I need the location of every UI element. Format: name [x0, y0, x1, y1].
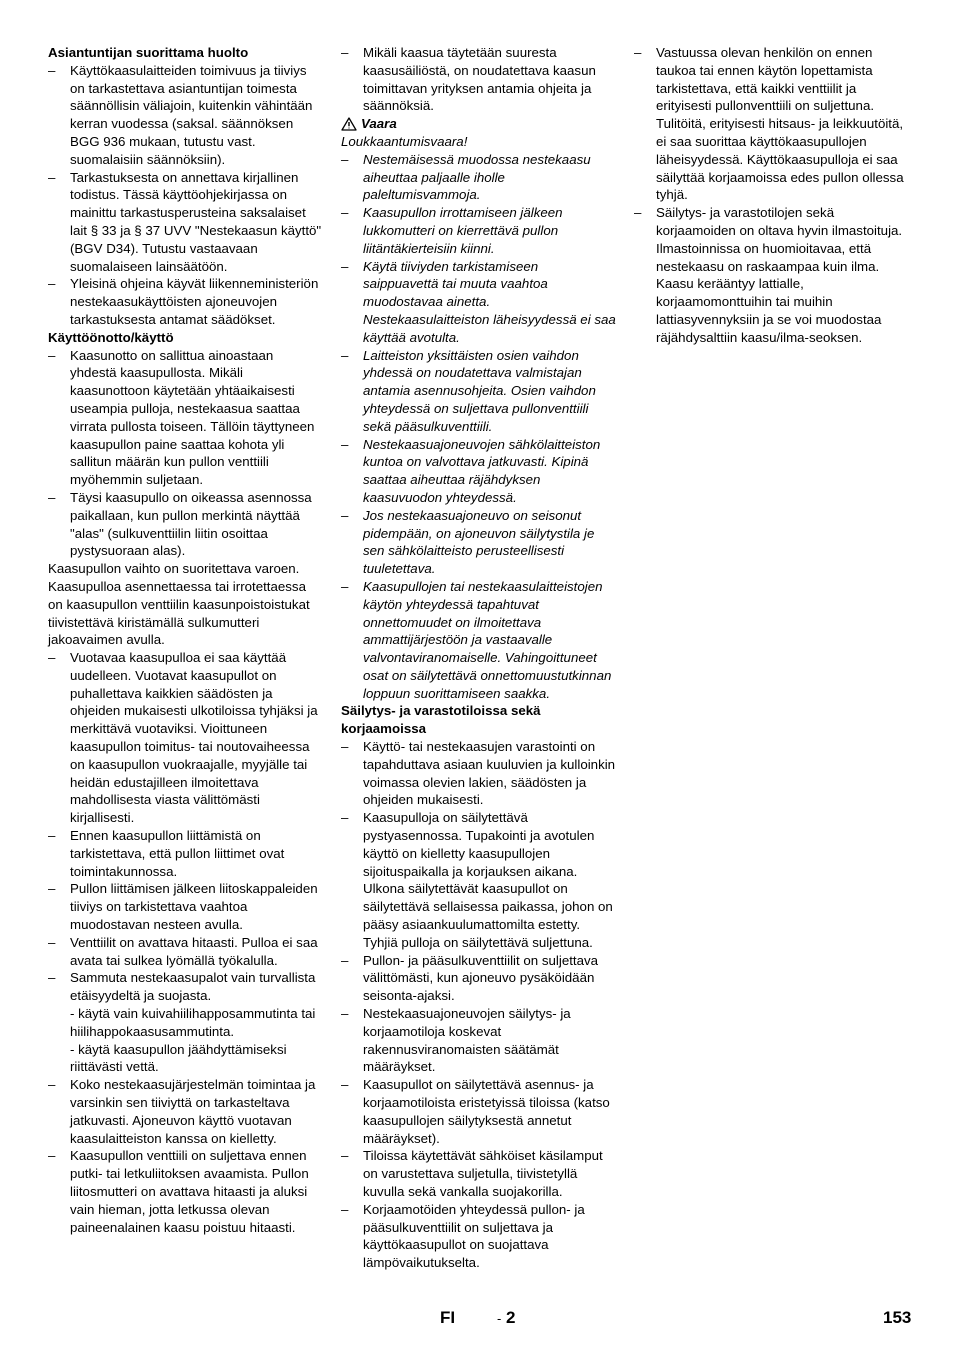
list-item: – Sammuta nestekaasupalot vain turvallista etäisyydeltä ja suojasta. - käytä vain kuivahiilihapposammutinta tai hiilihappokaasusammutinta. - käytä kaasupullon jäähdyttämiseksi riittävästi vettä.: [48, 969, 323, 1076]
warning-list-item: – Käytä tiiviyden tarkistamiseen saippuavettä tai muuta vaahtoa muodostavaa ainetta. Nestekaasulaitteiston läheisyydessä ei saa käyttää avotulta.: [341, 258, 616, 347]
warning-list-item: – Nestemäisessä muodossa nestekaasu aiheuttaa paljaalle iholle paleltumisvammoja.: [341, 151, 616, 204]
warning-list-item: – Kaasupullojen tai nestekaasulaitteistojen käytön yhteydessä tapahtuvat onnettomuudet on ilmoitettava ammattijärjestöön ja vastaavalle valvontaviranomaiselle. Vahingoittuneet osat on säilytettävä onnettomuustutkinnan loppuun suorittamiseen saakka.: [341, 578, 616, 703]
footer-separator: -: [497, 1311, 502, 1326]
list-item: – Yleisinä ohjeina käyvät liikenneministeriön nestekaasukäyttöisten ajoneuvojen tarkastuksesta antamat säädökset.: [48, 275, 323, 328]
list-item: – Tiloissa käytettävät sähköiset käsilamput on varustettava suljetulla, tiivistetyllä kuvulla sekä vankalla suojakorilla.: [341, 1147, 616, 1200]
warning-label: Vaara: [361, 116, 397, 132]
section-heading: Säilytys- ja varastotiloissa sekä korjaamoissa: [341, 703, 541, 737]
warning-list-item: – Kaasupullon irrottamiseen jälkeen lukkomutteri on kierrettävä pullon liitäntäkierteisiin kiinni.: [341, 204, 616, 257]
list-item: – Säilytys- ja varastotilojen sekä korjaamoiden on oltava hyvin ilmastoituja. Ilmastoinnissa on huomioitavaa, että nestekaasu on raskaampaa kuin ilma. Kaasu kerääntyy lattialle, korjaamomonttuihin tai muihin lattiasyvennyksiin ja se voi muodostaa räjähdysalttiin kaasu/ilma-seoksen.: [634, 204, 909, 346]
footer-section-number: 2: [506, 1308, 516, 1327]
warning-list-item: – Nestekaasuajoneuvojen sähkölaitteiston kuntoa on valvottava jatkuvasti. Kipinä saattaa aiheuttaa räjähdyksen kaasuvuodon yhteydessä.: [341, 436, 616, 507]
warning-triangle-icon: [341, 117, 357, 131]
list-item: – Korjaamotöiden yhteydessä pullon- ja pääsulkuventtiilit on suljettava ja käyttökaasupullot on suojattava lämpövaikutukselta.: [341, 1201, 616, 1272]
column-1: [48, 44, 323, 1236]
list-item: – Koko nestekaasujärjestelmän toimintaa ja varsinkin sen tiiviyttä on tarkasteltava jatkuvasti. Ajoneuvon käyttö vuotavan kaasulaitteiston kanssa on kielletty.: [48, 1076, 323, 1147]
list-item: – Venttiilit on avattava hitaasti. Pulloa ei saa avata tai sulkea lyömällä työkalulla.: [48, 934, 323, 970]
warning-list-item: – Laitteiston yksittäisten osien vaihdon yhdessä on noudatettava valmistajan antamia asennusohjeita. Osien vaihdon yhteydessä on suljettava pullonventtiili sekä pääsulkuventtiili.: [341, 347, 616, 436]
list-item: – Kaasunotto on sallittua ainoastaan yhdestä kaasupullosta. Mikäli kaasunottoon käytetään yhtäaikaisesti useampia pulloja, nestekaasua saattaa virrata pullosta toiseen. Tällöin täyttyneen kaasupullon paine saattaa kohota yli sallitun määrän kun pullon venttiili myöhemmin suljetaan.: [48, 347, 323, 489]
list-item: – Kaasupullon venttiili on suljettava ennen putki- tai letkuliitoksen avaamista. Pullon liitosmutteri on avattava hitaasti ja aluksi vain hieman, jotta letkussa olevan paineenalainen kaasu poistuu hitaasti.: [48, 1147, 323, 1236]
list-item: – Käyttö- tai nestekaasujen varastointi on tapahduttava asiaan kuuluvien ja kulloinkin voimassa olevien lakien, säädösten ja ohjeiden mukaisesti.: [341, 738, 616, 809]
warning-heading: [341, 115, 616, 133]
paragraph: Kaasupullon vaihto on suoritettava varoen. Kaasupulloa asennettaessa tai irrotettaessa on kaasupullon venttiilin kaasunpoistoistukat tiivistettävä kiristämällä sulkumutteri jakoavaimen avulla.: [48, 561, 310, 648]
warning-list-item: – Jos nestekaasuajoneuvo on seisonut pidempään, on ajoneuvon säilytystila je sen sähkölaitteisto perusteellisesti tuuletettava.: [341, 507, 616, 578]
page-number: 153: [883, 1308, 912, 1327]
list-item: – Kaasupullot on säilytettävä asennus- ja korjaamotiloista eristetyissä tiloissa (katso kaasupullojen säilytyksestä annetut määräykset).: [341, 1076, 616, 1147]
column-3: [634, 44, 909, 347]
list-item: – Käyttökaasulaitteiden toimivuus ja tiiviys on tarkastettava asiantuntijan toimesta säännöllisin väliajoin, kuitenkin vähintään kerran vuodessa (saksal. säännöksen BGG 936 mukaan, tutustu vast. suomalaisiin säännöksiin).: [48, 62, 323, 169]
list-item: – Pullon- ja pääsulkuventtiilit on suljettava välittömästi, kun ajoneuvo pysäköidään seisonta-ajaksi.: [341, 952, 616, 1005]
column-2: [341, 44, 616, 1272]
list-item: – Nestekaasuajoneuvojen säilytys- ja korjaamotiloja koskevat rakennusviranomaisten säätämät määräykset.: [341, 1005, 616, 1076]
list-item: – Tarkastuksesta on annettava kirjallinen todistus. Tässä käyttöohjekirjassa on mainittu tarkastusperusteina saksalaiset lait § 33 ja § 37 UVV "Nestekaasun käyttö" (BGV D34). Tutustu vastaavaan suomalaiseen lainsäätöön.: [48, 169, 323, 276]
list-item: – Ennen kaasupullon liittämistä on tarkistettava, että pullon liittimet ovat toimintakunnossa.: [48, 827, 323, 880]
section-heading: Käyttöönotto/käyttö: [48, 329, 174, 345]
footer-language: FI: [440, 1308, 456, 1327]
list-item: – Vastuussa olevan henkilön on ennen taukoa tai ennen käytön lopettamista tarkistettava, että kaikki venttiilit ja erityisesti pullonventtiili on suljettuna. Tulitöitä, erityisesti hitsaus- ja leikkuutöitä, ei saa suorittaa käyttökaasupullojen läheisyydessä. Käyttökaasupulloja ei saa säilyttää korjaamoissa edes pullon ollessa tyhjä.: [634, 44, 909, 204]
warning-text: Loukkaantumisvaara!: [341, 133, 468, 149]
list-item: – Täysi kaasupullo on oikeassa asennossa paikallaan, kun pullon merkintä näyttää "alas" (sulkuventtiilin liitin osoittaa pystysuoraan alas).: [48, 489, 323, 560]
list-item: – Vuotavaa kaasupulloa ei saa käyttää uudelleen. Vuotavat kaasupullot on puhallettava kaikkien säädösten ja ohjeiden mukaisesti ulkotiloissa tyhjäksi ja merkittävä vuotaviksi. Vioittuneen kaasupullon toimitus- tai noutovaiheessa on kaasupullon vuokraajalle, myyjälle tai heidän edustajilleen ilmoitettava mahdollisesta viasta välittömästi kirjallisesti.: [48, 649, 323, 827]
section-heading: Asiantuntijan suorittama huolto: [48, 45, 249, 60]
list-item: – Kaasupulloja on säilytettävä pystyasennossa. Tupakointi ja avotulen käyttö on kielletty kaasupullojen sijoituspaikalla ja korjauksen aikana. Ulkona säilytettävät kaasupullot on säilytettävä sellaisessa paikassa, johon on pääsy asiaankuulumattomilta estetty. Tyhjiä pulloja on säilytettävä suljettuna.: [341, 809, 616, 951]
list-item: – Mikäli kaasua täytetään suuresta kaasusäiliöstä, on noudatettava kaasun toimittavan yrityksen antamia ohjeita ja säännöksiä.: [341, 44, 616, 115]
list-item: – Pullon liittämisen jälkeen liitoskappaleiden tiiviys on tarkistettava vaahtoa muodostavan nesteen avulla.: [48, 880, 323, 933]
